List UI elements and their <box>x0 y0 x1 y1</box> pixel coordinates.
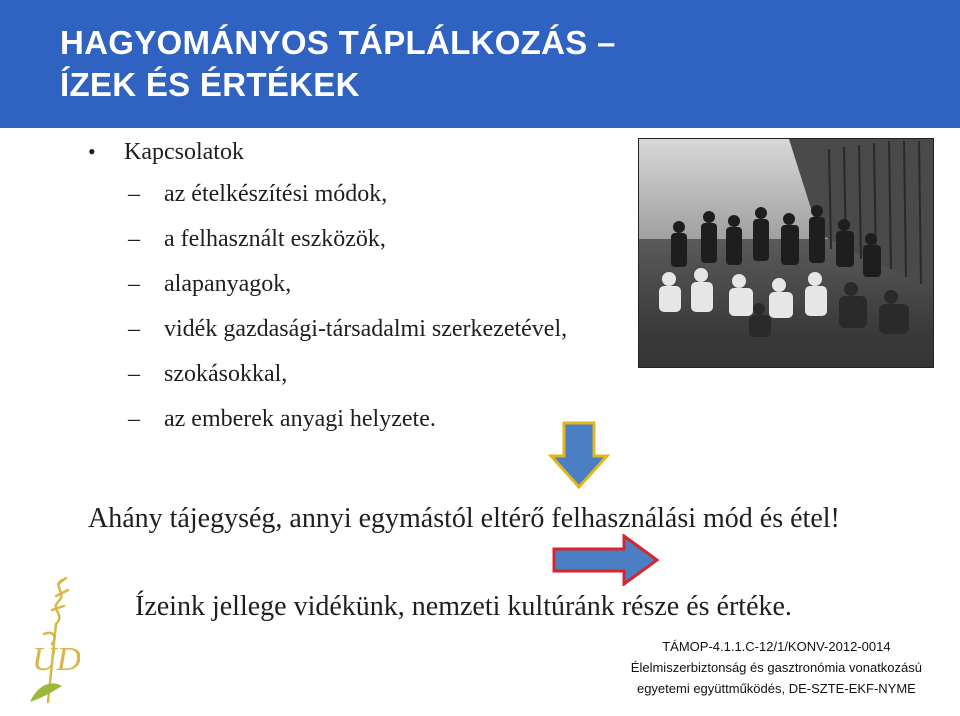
sub-bullet-item <box>88 307 567 352</box>
sub-bullet-label: szokásokkal, <box>164 361 288 387</box>
bullet-item-main <box>88 132 567 172</box>
dash-icon: – <box>128 226 140 252</box>
photo-illustration <box>639 139 933 367</box>
university-logo <box>22 574 80 715</box>
sub-bullet-list <box>88 172 567 442</box>
footer-partners: egyetemi együttműködés, DE-SZTE-EKF-NYME <box>636 681 916 696</box>
arrow-right-icon <box>552 534 660 586</box>
sub-bullet-label: az ételkészítési módok, <box>164 181 388 207</box>
arrow-down-icon <box>548 420 610 490</box>
dash-icon: – <box>128 406 140 432</box>
title-line-2: ÍZEK ÉS ÉRTÉKEK <box>60 66 360 103</box>
dash-icon: – <box>128 271 140 297</box>
project-footer <box>631 636 922 699</box>
sub-bullet-item <box>88 172 567 217</box>
page-title <box>60 22 616 106</box>
sub-bullet-item <box>88 262 567 307</box>
sub-bullet-item <box>88 397 567 442</box>
dash-icon: – <box>128 316 140 342</box>
dash-icon: – <box>128 181 140 207</box>
sub-bullet-label: a felhasznált eszközök, <box>164 226 386 252</box>
historical-photo <box>638 138 934 368</box>
dash-icon: – <box>128 361 140 387</box>
statement-national-culture: Ízeink jellege vidékünk, nemzeti kultúránk része és értéke. <box>135 591 792 622</box>
sub-bullet-item <box>88 352 567 397</box>
sub-bullet-label: alapanyagok, <box>164 271 292 297</box>
sub-bullet-label: az emberek anyagi helyzete. <box>164 406 436 432</box>
title-banner <box>0 0 960 128</box>
statement-regional-diversity: Ahány tájegység, annyi egymástól eltérő felhasználási mód és étel! <box>88 503 840 534</box>
university-crest-icon <box>22 574 80 710</box>
bullet-main-label: Kapcsolatok <box>124 139 244 165</box>
title-line-1: HAGYOMÁNYOS TÁPLÁLKOZÁS – <box>60 24 616 61</box>
bullet-list <box>88 132 567 442</box>
sub-bullet-container <box>88 172 567 442</box>
bullet-dot-icon: • <box>88 139 96 164</box>
sub-bullet-label: vidék gazdasági-társadalmi szerkezetével, <box>164 316 568 342</box>
footer-project-topic: Élelmiszerbiztonság és gasztronómia vonatkozású <box>630 660 922 675</box>
sub-bullet-item <box>88 217 567 262</box>
logo-letters: UD <box>32 641 80 678</box>
footer-project-code: TÁMOP-4.1.1.C-12/1/KONV-2012-0014 <box>662 639 891 654</box>
